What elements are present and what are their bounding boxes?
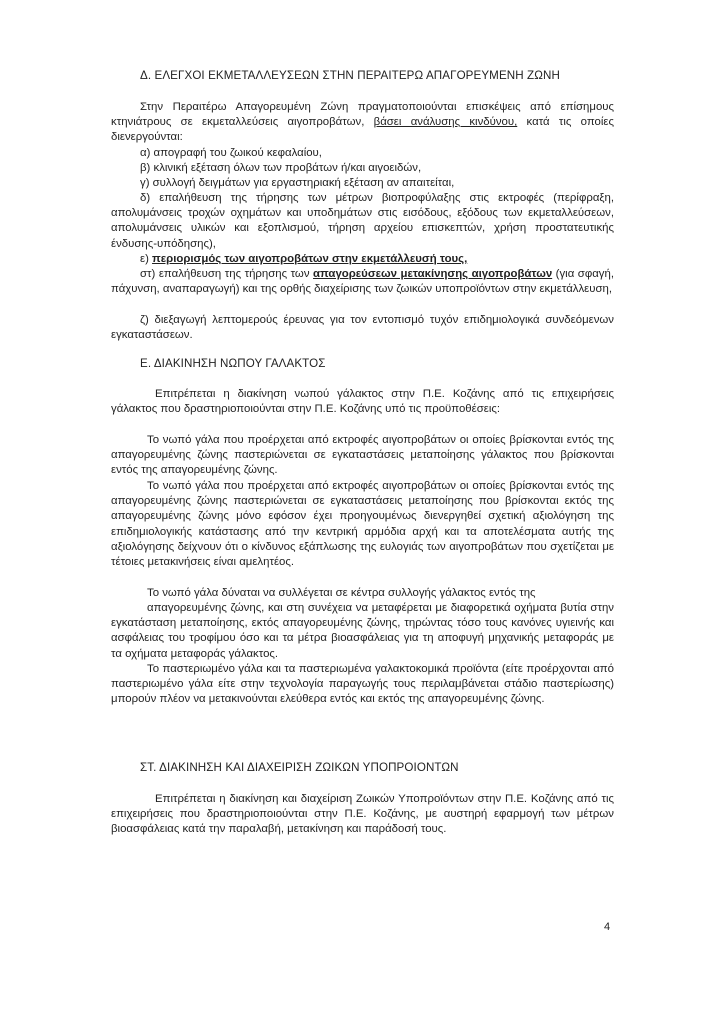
section-st-heading: ΣΤ. ΔΙΑΚΙΝΗΣΗ ΚΑΙ ΔΙΑΧΕΙΡΙΣΗ ΖΩΙΚΩΝ ΥΠΟΠΡΟΙΟΝΤΩΝ (140, 761, 459, 774)
item-e-bold: περιορισμός των αιγοπροβάτων στην εκμετάλλευσή τους, (152, 253, 468, 265)
item-d: δ) επαλήθευση της τήρησης των μέτρων βιοπροφύλαξης στις εκτροφές (περίφραξη, απολυμάνσεις τροχών οχημάτων και υποδημάτων στις εισόδους, εξόδους των εκμεταλλεύσεων, απολυμάνσεις υλικών και εξοπλισμού, τήρηση αρχείου επισκεπτών, χρήση προστατευτικής ένδυσης-υπόδησης), (111, 192, 614, 250)
section-e-paragraph-3-first-line: Το νωπό γάλα δύναται να συλλέγεται σε κέντρα συλλογής γάλακτος εντός της (147, 587, 536, 599)
section-e-heading: Ε. ΔΙΑΚΙΝΗΣΗ ΝΩΠΟΥ ΓΑΛΑΚΤΟΣ (140, 357, 326, 370)
section-e-paragraph-4: Το παστεριωμένο γάλα και τα παστεριωμένα γαλακτοκομικά προϊόντα (είτε προέρχονται από παστεριωμένο γάλα είτε στην τεχνολογία παραγωγής τους περιλαμβάνεται στάδιο παστερίωσης) μπορούν πλέον να μετακινούνται ελεύθερα εντός και εκτός της απαγορευμένης ζώνης. (111, 663, 614, 706)
item-b: β) κλινική εξέταση όλων των προβάτων ή/και αιγοειδών, (140, 162, 422, 174)
item-c: γ) συλλογή δειγμάτων για εργαστηριακή εξέταση αν απαιτείται, (140, 177, 455, 189)
section-d-intro-text: Στην Περαιτέρω Απαγορευμένη Ζώνη πραγματοποιούνται επισκέψεις από επίσημους κτηνιάτρους σε εκμεταλλεύσεις αιγοπροβάτων, (111, 101, 614, 129)
item-f-prefix: στ) επαλήθευση της τήρησης των (140, 268, 314, 280)
item-e (111, 252, 614, 267)
section-d-intro-end: κατά τις οποίες διενεργούνται: (111, 116, 614, 144)
section-e-paragraph-3: απαγορευμένης ζώνης, και στη συνέχεια να μεταφέρεται με διαφορετικά οχήματα βυτία στην εγκατάσταση μεταποίησης, εκτός απαγορευμένης ζώνης, τηρώντας τόσο τους κανόνες υγιεινής και ασφάλειας του τροφίμου όσο και τα μέτρα βιοασφάλειας για τη αποφυγή μηχανικής μεταφοράς με τα οχήματα μεταφοράς γάλακτος. (111, 602, 614, 660)
item-e-prefix: ε) (140, 253, 153, 265)
risk-analysis-underlined: βάσει ανάλυσης κινδύνου, (373, 116, 518, 129)
item-g: ζ) διεξαγωγή λεπτομερούς έρευνας για τον εντοπισμό τυχόν επιδημιολογικά συνδεόμενων εγκαταστάσεων. (111, 314, 614, 342)
section-e-paragraph-1: Το νωπό γάλα που προέρχεται από εκτροφές αιγοπροβάτων οι οποίες βρίσκονται εντός της απαγορευμένης ζώνης παστεριώνεται σε εγκαταστάσεις μεταποίησης γάλακτος που βρίσκονται εντός της απαγορευμένης ζώνης. (111, 434, 614, 477)
section-st-paragraph: Επιτρέπεται η διακίνηση και διαχείριση Ζωικών Υποπροϊόντων στην Π.Ε. Κοζάνης από τις επιχειρήσεις που δραστηριοποιούνται στην Π.Ε. Κοζάνης, με αυστηρή εφαρμογή των μέτρων βιοασφάλειας κατά την παραλαβή, μετακίνηση και παράδοσή τους. (111, 793, 614, 836)
section-d-intro (111, 100, 614, 146)
section-d-heading: Δ. ΕΛΕΓΧΟΙ ΕΚΜΕΤΑΛΛΕΥΣΕΩΝ ΣΤΗΝ ΠΕΡΑΙΤΕΡΩ ΑΠΑΓΟΡΕΥΜΕΝΗ ΖΩΝΗ (140, 69, 560, 82)
page-number: 4 (604, 921, 611, 933)
item-f-rest: (για σφαγή, πάχυνση, αναπαραγωγή) και της ορθής διαχείρισης των ζωικών υποπροϊόντων στην εκμετάλλευση, (111, 268, 614, 296)
section-e-paragraph-2: Το νωπό γάλα που προέρχεται από εκτροφές αιγοπροβάτων οι οποίες βρίσκονται εντός της απαγορευμένης ζώνης παστεριώνεται σε εγκαταστάσεις μεταποίησης που βρίσκονται εκτός της απαγορευμένης ζώνης μόνο εφόσον έχει προηγουμένως διενεργηθεί σχετική αξιολόγηση της επιδημιολογικής κατάστασης από την κεντρική αρμόδια αρχή και τα αποτελέσματα αυτής της αξιολόγησης δείχνουν ότι ο κίνδυνος εξάπλωσης της ευλογιάς των αιγοπροβάτων που σχετίζεται με τέτοιες μετακινήσεις είναι αμελητέος. (111, 480, 614, 569)
item-a: α) απογραφή του ζωικού κεφαλαίου, (140, 147, 322, 159)
item-f (111, 267, 614, 297)
item-f-bold: απαγορεύσεων μετακίνησης αιγοπροβάτων (313, 268, 553, 280)
section-e-intro: Επιτρέπεται η διακίνηση νωπού γάλακτος στην Π.Ε. Κοζάνης από τις επιχειρήσεις γάλακτος που δραστηριοποιούνται στην Π.Ε. Κοζάνης υπό τις προϋποθέσεις: (111, 388, 614, 416)
